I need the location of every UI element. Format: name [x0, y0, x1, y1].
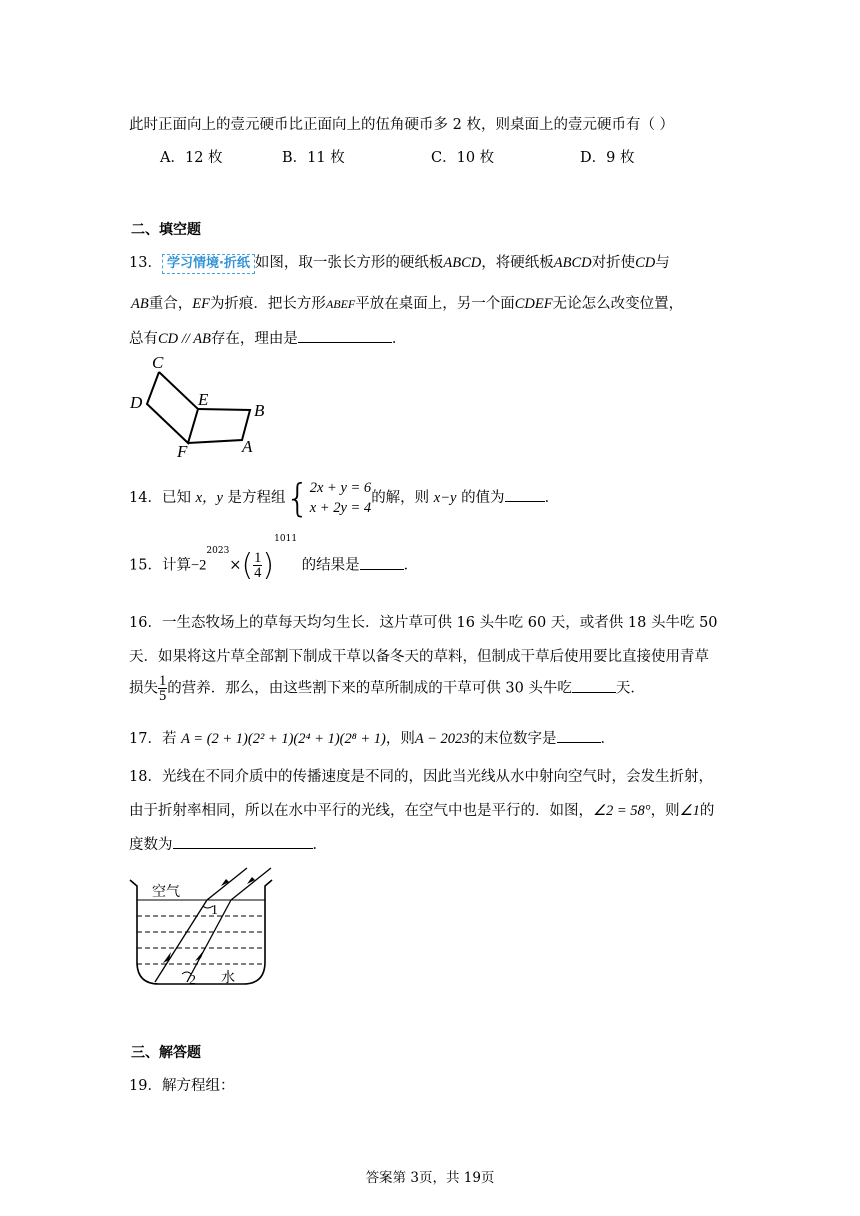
question-13-line1: 13． 学习情境·折纸 如图，取一张长方形的硬纸板ABCD，将硬纸板ABCD对折使CD与	[129, 251, 670, 274]
question-16-line1: 16．一生态牧场上的草每天均匀生长．这片草可供 16 头牛吃 60 天，或者供 18 头牛吃 50	[129, 615, 718, 631]
label-f: F	[177, 442, 188, 461]
air-label: 空气	[152, 884, 180, 900]
angle-2-label: 2	[189, 973, 196, 988]
question-19: 19．解方程组：	[129, 1078, 235, 1094]
question-16-line3: 损失 $\frac{1}{5}$ 的营养．那么，由这些割下来的草所制成的干草可供 30 头牛吃 天．	[129, 673, 645, 704]
label-c: C	[152, 353, 164, 372]
section-heading-solutions: 三、解答题	[131, 1044, 201, 1060]
question-14: 14．已知 x，y 是方程组{ 2x + y = 6 x + 2y = 4 的解，则 x−y 的值为 ．	[129, 476, 560, 520]
question-13-line2: AB重合，EF为折痕．把长方形ABEF平放在桌面上，另一个面CDEF无论怎么改变位置，	[131, 296, 684, 312]
option-c: C．10 枚	[431, 150, 495, 166]
context-tag: 学习情境·折纸	[162, 254, 255, 274]
label-b: B	[254, 401, 265, 420]
option-b: B．11 枚	[282, 150, 345, 166]
page-footer: 答案第 3页，共 19页	[365, 1170, 495, 1186]
option-a: A．12 枚	[160, 150, 223, 166]
question-18-line3: 度数为 ．	[129, 833, 327, 854]
refraction-figure	[125, 866, 275, 992]
label-d: D	[130, 393, 143, 412]
label-e: E	[198, 390, 209, 409]
question-18-line1: 18．光线在不同介质中的传播速度是不同的，因此当光线从水中射向空气时，会发生折射，	[129, 769, 713, 785]
answer-blank	[298, 328, 392, 343]
section-heading-fill-in: 二、填空题	[131, 221, 201, 237]
angle-1-label: 1	[211, 903, 218, 918]
question-18-line2: 由于折射率相同，所以在水中平行的光线，在空气中也是平行的．如图，∠2 = 58°，则∠1的	[129, 803, 715, 819]
option-d: D．9 枚	[580, 150, 635, 166]
water-label: 水	[221, 970, 235, 986]
folding-figure	[125, 350, 285, 462]
question-16-line2: 天．如果将这片草全部割下制成干草以备冬天的草料，但制成干草后使用要比直接使用青草	[129, 649, 709, 665]
question-17: 17．若 A = (2 + 1)(2² + 1)(2⁴ + 1)(2⁸ + 1)，则A − 2023的末位数字是 ．	[129, 727, 615, 748]
question-12-text: 此时正面向上的壹元硬币比正面向上的伍角硬币多 2 枚，则桌面上的壹元硬币有（ ）	[129, 117, 675, 133]
question-15: 15．计算$-2^{2023}\times$( $\frac{1}{4}$ )$^{1011}$ 的结果是 ．	[129, 534, 419, 583]
label-a: A	[242, 437, 253, 456]
question-13-line3: 总有CD // AB存在，理由是 ．	[129, 327, 406, 348]
